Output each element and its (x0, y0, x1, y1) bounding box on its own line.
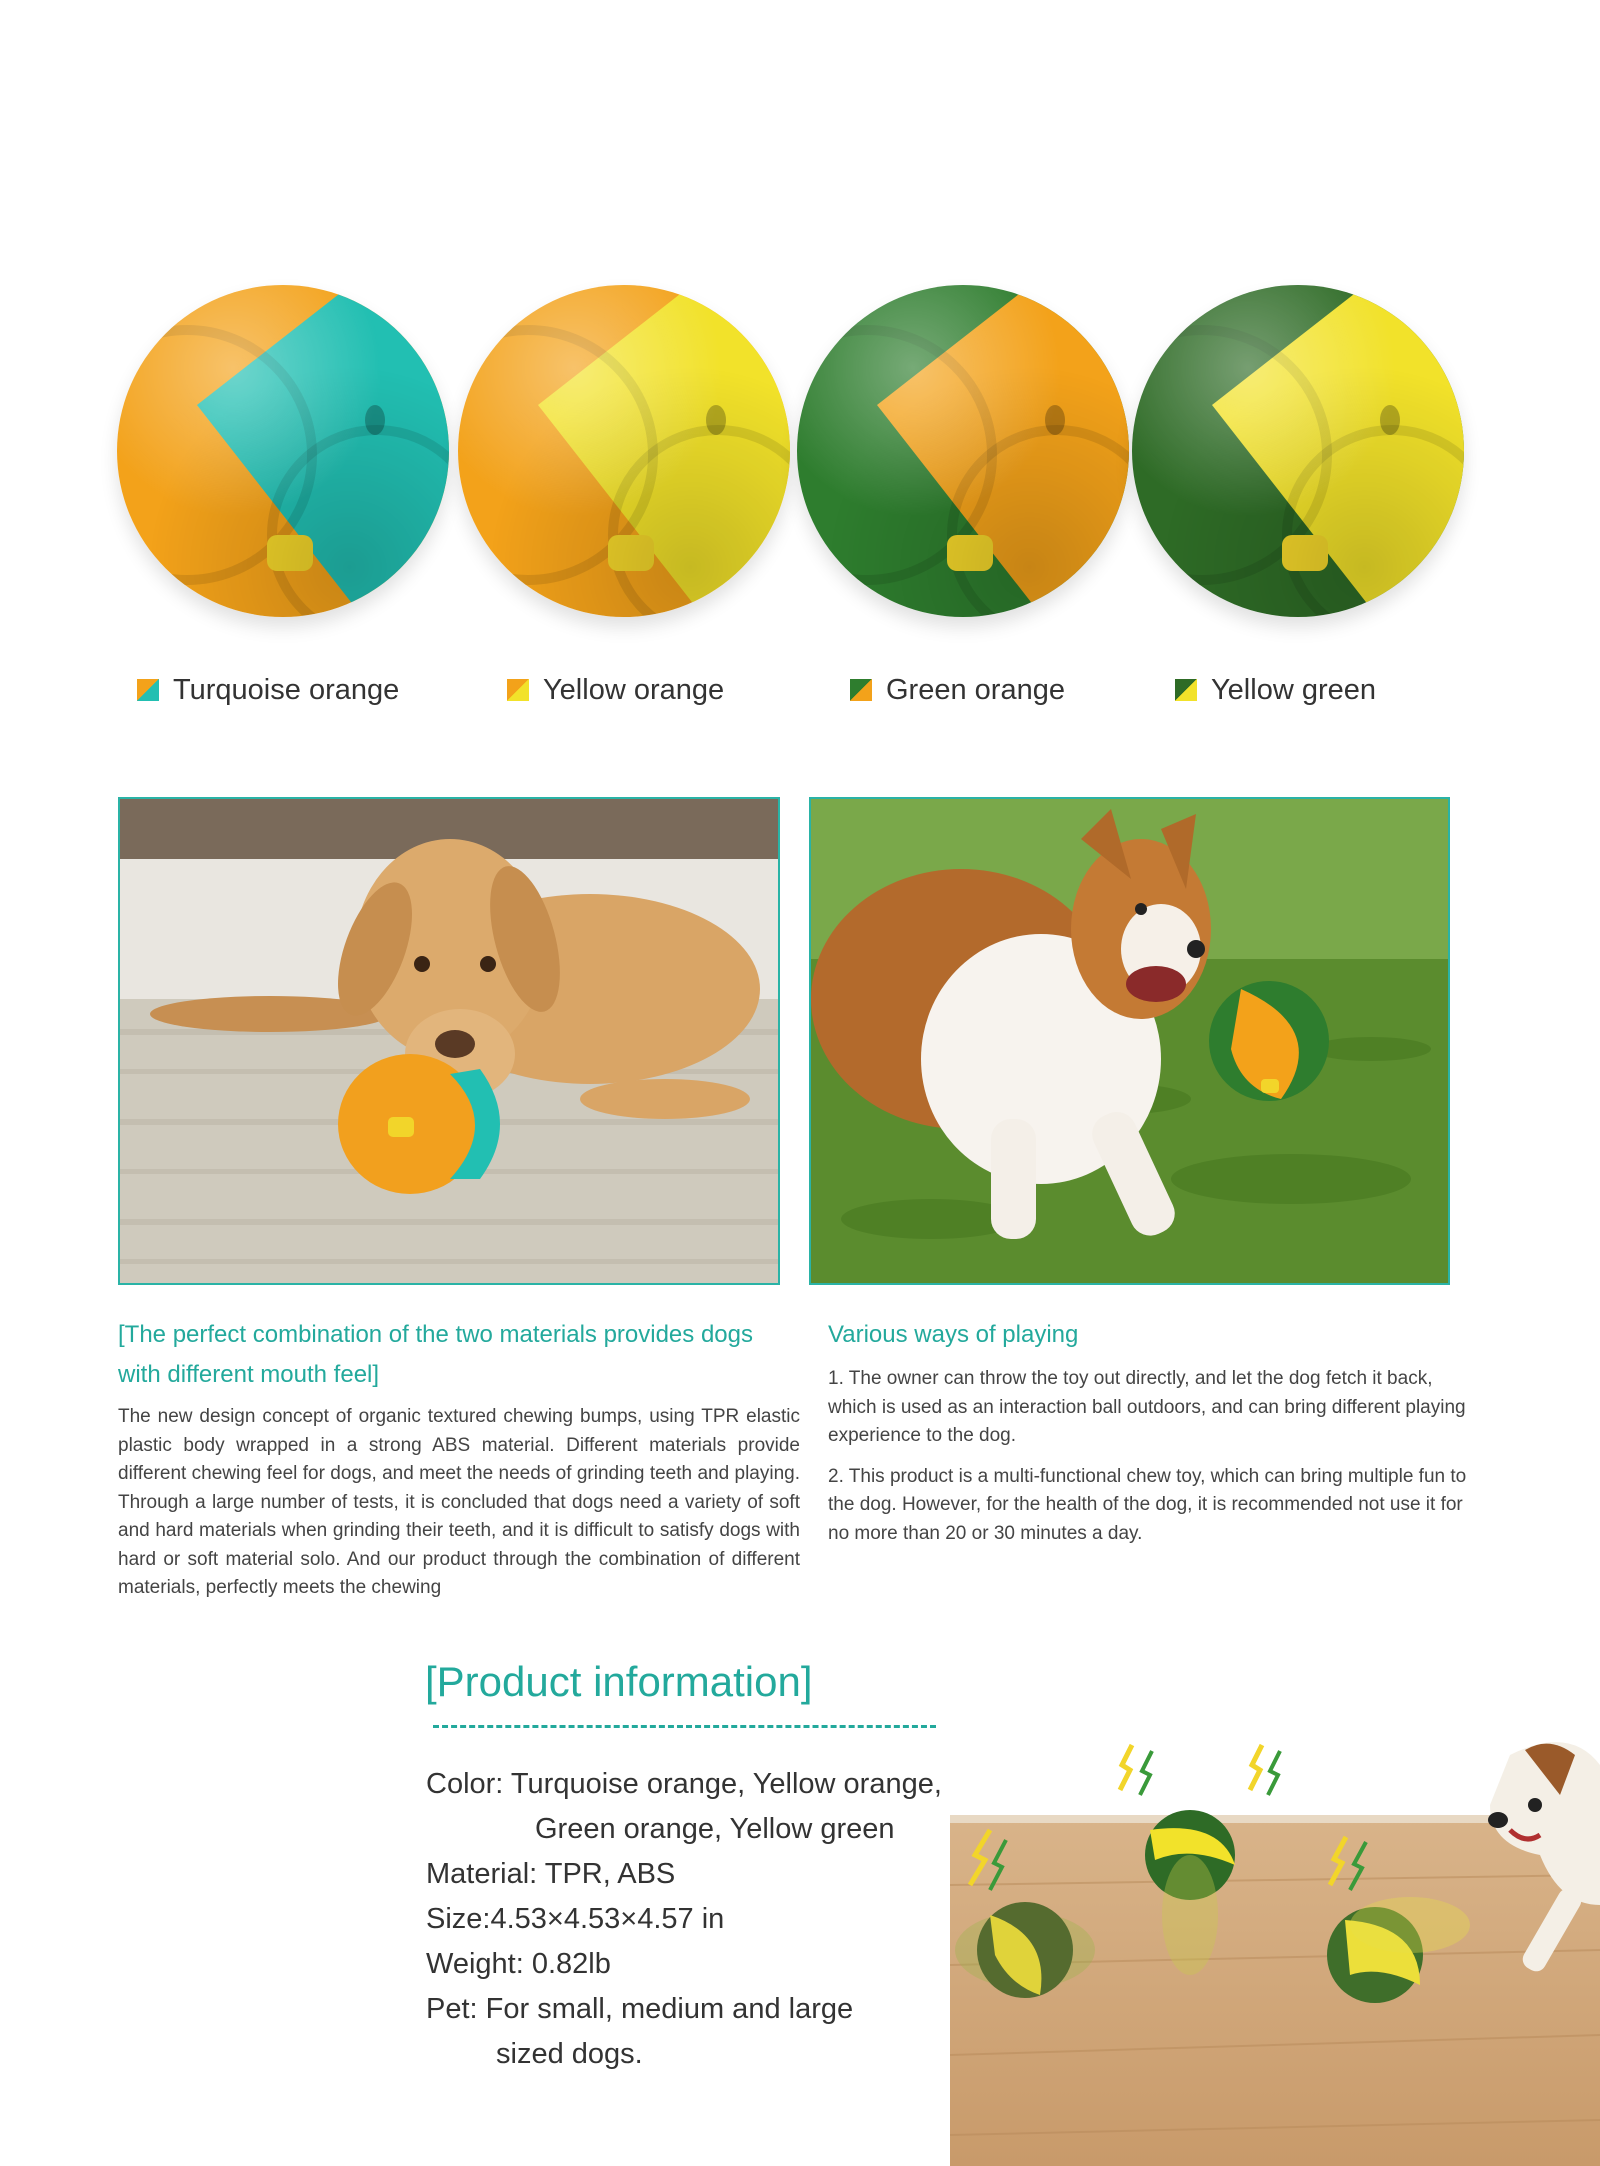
labrador-illustration (120, 799, 780, 1285)
ball-green-orange (797, 285, 1129, 617)
product-info-list (426, 1762, 942, 2077)
photo-balls-on-floor (950, 1735, 1600, 2166)
playing-item: 1. The owner can throw the toy out directly, and let the dog fetch it back, which is used as an interaction ball outdoors, and can bring different playing experience to the dog. (828, 1368, 1466, 1446)
legend-label: Yellow green (1211, 673, 1376, 706)
info-material: Material: TPR, ABS (426, 1858, 676, 1890)
info-weight: Weight: 0.82lb (426, 1948, 611, 1980)
legend-item (1175, 672, 1376, 708)
playing-item: 2. This product is a multi-functional chew toy, which can bring multiple fun to the dog. However, for the health of the dog, it is recommended not use it for no more than 20 or 30 minutes a day. (828, 1465, 1467, 1544)
legend-item (137, 672, 399, 708)
legend-label: Green orange (886, 673, 1065, 706)
info-pet-continued: sized dogs. (496, 2038, 643, 2070)
ball-turquoise-orange (117, 285, 449, 617)
color-swatch-icon (1175, 679, 1197, 701)
info-size: Size:4.53×4.53×4.57 in (426, 1903, 725, 1935)
materials-heading: [The perfect combination of the two materials provides dogs with different mouth feel] (118, 1321, 753, 1388)
info-color-line-continued: Green orange, Yellow green (535, 1813, 895, 1845)
color-swatch-icon (507, 679, 529, 701)
collie-illustration (811, 799, 1450, 1285)
playing-section (828, 1315, 1468, 1560)
legend-label: Yellow orange (543, 673, 725, 706)
info-color-line: Color: Turquoise orange, Yellow orange, (426, 1768, 942, 1800)
legend-label: Turquoise orange (173, 673, 400, 706)
photo-labrador-chewing (118, 797, 780, 1285)
ball-yellow-orange (458, 285, 790, 617)
info-pet: Pet: For small, medium and large (426, 1993, 854, 2025)
floor-illustration (950, 1735, 1600, 2166)
legend-item (507, 672, 724, 708)
color-swatch-icon (137, 679, 159, 701)
legend-item (850, 672, 1065, 708)
ball-yellow-green (1132, 285, 1464, 617)
color-swatch-icon (850, 679, 872, 701)
product-info-title: [Product information] (425, 1658, 813, 1705)
playing-heading: Various ways of playing (828, 1321, 1079, 1348)
materials-section (118, 1315, 800, 1603)
title-divider (433, 1725, 936, 1728)
materials-body: The new design concept of organic textured chewing bumps, using TPR elastic plastic body wrapped in a strong ABS material. Different materials provide different chewing feel for dogs, and meet the needs of grinding teeth and playing. Through a large number of tests, it is concluded that dogs need a variety of soft and hard materials when grinding their teeth, and it is difficult to satisfy dogs with hard or soft material solo. And our product through the combination of different materials, perfectly meets the chewing (118, 1406, 800, 1598)
photo-collie-playing (809, 797, 1450, 1285)
